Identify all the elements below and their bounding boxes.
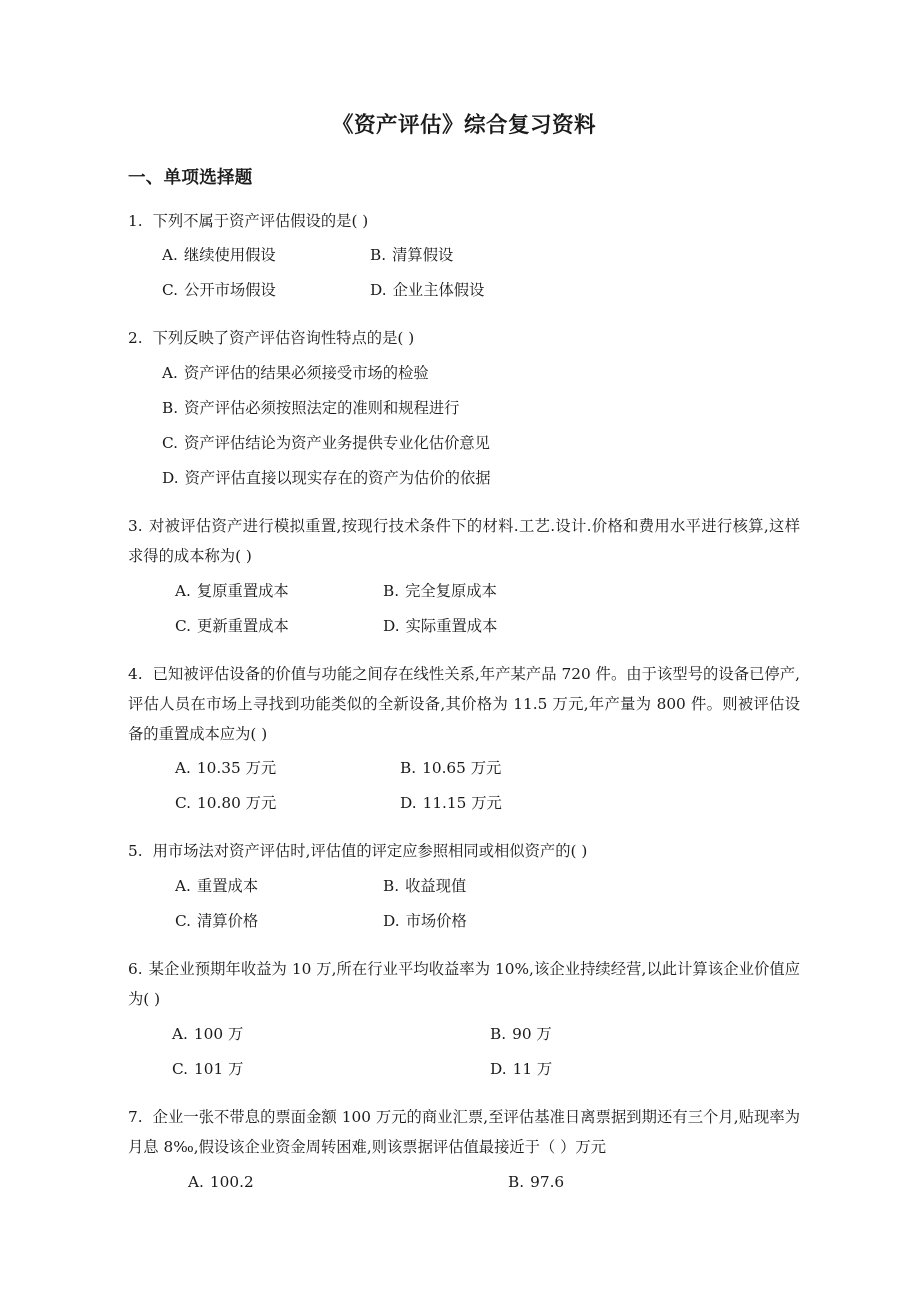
- question-text: 某企业预期年收益为 10 万,所在行业平均收益率为 10%,该企业持续经营,以此计算该企业价值应为( ): [128, 960, 800, 1009]
- question-number: 3.: [128, 517, 143, 536]
- question-item: [128, 512, 800, 644]
- option-c[interactable]: C. 更新重置成本: [175, 616, 289, 635]
- option-row: [128, 1017, 800, 1052]
- option-row: [128, 1052, 800, 1087]
- question-options: [128, 356, 800, 496]
- document-content: [128, 0, 800, 1200]
- option-b[interactable]: B. 清算假设: [370, 246, 454, 265]
- option-a[interactable]: A. 10.35 万元: [175, 759, 277, 778]
- option-c[interactable]: C. 101 万: [172, 1059, 244, 1078]
- option-b[interactable]: B. 完全复原成本: [383, 581, 497, 600]
- question-number: 2.: [128, 329, 143, 348]
- option-row: [128, 574, 800, 609]
- question-item: [128, 207, 800, 309]
- question-number: 6.: [128, 960, 143, 979]
- option-b[interactable]: B. 收益现值: [383, 877, 467, 896]
- question-options: [128, 1017, 800, 1087]
- option-row: [128, 461, 800, 496]
- option-b[interactable]: B. 10.65 万元: [400, 759, 502, 778]
- question-options: [128, 1165, 800, 1200]
- question-stem: [128, 324, 800, 354]
- option-row: [128, 391, 800, 426]
- option-row: [128, 609, 800, 644]
- option-a[interactable]: A. 重置成本: [175, 877, 259, 896]
- question-stem: [128, 207, 800, 237]
- option-d[interactable]: D. 11.15 万元: [400, 794, 502, 813]
- option-c[interactable]: C. 10.80 万元: [175, 794, 277, 813]
- question-text: 企业一张不带息的票面金额 100 万元的商业汇票,至评估基准日离票据到期还有三个月,贴现率为月息 8‰,假设该企业资金周转困难,则该票据评估值最接近于（ ）万元: [128, 1107, 800, 1156]
- option-row: [128, 356, 800, 391]
- option-d[interactable]: D. 企业主体假设: [370, 281, 485, 300]
- option-d[interactable]: D. 实际重置成本: [383, 616, 498, 635]
- question-text: 下列反映了资产评估咨询性特点的是( ): [152, 329, 415, 348]
- option-row: [128, 786, 800, 821]
- option-c[interactable]: C. 公开市场假设: [162, 281, 276, 300]
- question-item: [128, 955, 800, 1087]
- option-row: [128, 904, 800, 939]
- question-text: 已知被评估设备的价值与功能之间存在线性关系,年产某产品 720 件。由于该型号的设备已停产,评估人员在市场上寻找到功能类似的全新设备,其价格为 11.5 万元,年产量为 800 件。则被评估设备的重置成本应为( ): [128, 664, 800, 743]
- option-row: [128, 426, 800, 461]
- question-stem: [128, 512, 800, 572]
- option-b[interactable]: B. 资产评估必须按照法定的准则和规程进行: [162, 399, 460, 418]
- option-b[interactable]: B. 97.6: [508, 1172, 565, 1191]
- question-number: 7.: [128, 1107, 143, 1126]
- option-c[interactable]: C. 资产评估结论为资产业务提供专业化估价意见: [162, 434, 490, 453]
- option-a[interactable]: A. 100.2: [188, 1172, 254, 1191]
- question-stem: [128, 660, 800, 749]
- question-text: 用市场法对资产评估时,评估值的评定应参照相同或相似资产的( ): [152, 842, 588, 861]
- question-item: [128, 660, 800, 821]
- question-options: [128, 751, 800, 821]
- question-options: [128, 869, 800, 939]
- question-item: [128, 324, 800, 496]
- question-stem: [128, 1103, 800, 1163]
- option-b[interactable]: B. 90 万: [490, 1024, 552, 1043]
- option-row: [128, 1165, 800, 1200]
- question-number: 1.: [128, 211, 143, 230]
- question-text: 下列不属于资产评估假设的是( ): [152, 211, 369, 230]
- option-a[interactable]: A. 资产评估的结果必须接受市场的检验: [162, 364, 429, 383]
- question-options: [128, 238, 800, 308]
- question-number: 5.: [128, 842, 143, 861]
- option-d[interactable]: D. 11 万: [490, 1059, 553, 1078]
- option-d[interactable]: D. 市场价格: [383, 912, 467, 931]
- option-d[interactable]: D. 资产评估直接以现实存在的资产为估价的依据: [162, 469, 491, 488]
- option-a[interactable]: A. 复原重置成本: [175, 581, 289, 600]
- option-row: [128, 273, 800, 308]
- question-text: 对被评估资产进行模拟重置,按现行技术条件下的材料.工艺.设计.价格和费用水平进行核算,这样求得的成本称为( ): [128, 517, 800, 566]
- question-item: [128, 837, 800, 939]
- option-a[interactable]: A. 100 万: [172, 1024, 244, 1043]
- option-row: [128, 238, 800, 273]
- section-heading-single-choice: 一、单项选择题: [128, 167, 253, 188]
- option-row: [128, 751, 800, 786]
- question-options: [128, 574, 800, 644]
- question-stem: [128, 955, 800, 1015]
- option-c[interactable]: C. 清算价格: [175, 912, 259, 931]
- question-stem: [128, 837, 800, 867]
- page-title: 《资产评估》综合复习资料: [331, 113, 596, 138]
- option-row: [128, 869, 800, 904]
- option-a[interactable]: A. 继续使用假设: [162, 246, 276, 265]
- question-number: 4.: [128, 664, 143, 683]
- question-item: [128, 1103, 800, 1200]
